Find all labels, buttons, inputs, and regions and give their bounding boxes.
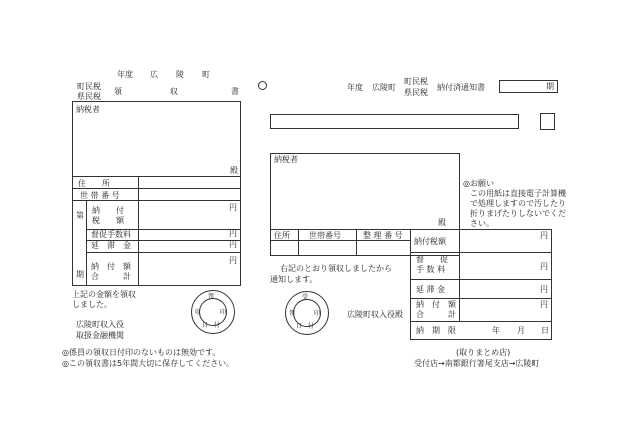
request-line-1: この用紙は直接電子計算機 bbox=[470, 189, 566, 198]
left-received-text-2: しました。 bbox=[72, 300, 112, 309]
right-dono: 殿 bbox=[438, 218, 446, 227]
ocr-line-box bbox=[270, 114, 519, 129]
receipt-date-stamp: 領 収 印 日 付 bbox=[191, 290, 235, 334]
left-entai-yen: 円 bbox=[229, 240, 237, 249]
left-tokusoku-yen: 円 bbox=[229, 229, 237, 238]
left-address-label: 住 所 bbox=[78, 179, 110, 188]
left-town-char-1: 広 bbox=[150, 70, 158, 79]
right-tokusoku-label-2: 手 数 料 bbox=[416, 265, 446, 274]
right-deadline-day: 日 bbox=[541, 326, 549, 335]
right-entai-yen: 円 bbox=[540, 285, 548, 294]
receipt-title-3: 書 bbox=[231, 87, 239, 96]
left-total-label-2: 合 計 bbox=[91, 272, 131, 281]
right-total-label-2: 合 計 bbox=[416, 310, 456, 319]
right-tax-type-1: 町民税 bbox=[404, 77, 428, 86]
left-town-char-3: 町 bbox=[202, 70, 210, 79]
left-tax-type-1: 町民税 bbox=[77, 82, 101, 91]
right-taxpayer-label: 納税者 bbox=[274, 155, 298, 164]
right-tax-type-2: 県民税 bbox=[404, 88, 428, 97]
left-taxpayer-label: 納税者 bbox=[76, 105, 100, 114]
left-tax-type-2: 県民税 bbox=[77, 92, 101, 101]
col-household: 世帯番号 bbox=[309, 231, 341, 240]
left-note-1: ◎係員の領収日付印のないものは無効です。 bbox=[62, 348, 221, 357]
left-ki-bottom: 期 bbox=[76, 270, 84, 279]
left-received-text-1: 上記の金額を領収 bbox=[72, 290, 136, 299]
left-office-line1: 広陵町収入役 bbox=[76, 320, 124, 329]
receipt-title-1: 領 bbox=[114, 87, 122, 96]
collect-route: 受付店→南都銀行箸尾支店→広陵町 bbox=[414, 359, 540, 368]
left-nofu-label-1: 納 付 bbox=[92, 206, 124, 215]
right-nofu-yen: 円 bbox=[540, 231, 548, 240]
receipt-title-2: 収 bbox=[170, 87, 178, 96]
left-total-yen: 円 bbox=[229, 256, 237, 265]
left-nofu-yen: 円 bbox=[229, 203, 237, 212]
left-total-label-1: 納 付 額 bbox=[91, 262, 131, 271]
right-office: 広陵町収入役殿 bbox=[347, 310, 403, 319]
request-line-4: さい。 bbox=[470, 219, 494, 228]
right-deadline-year: 年 bbox=[492, 326, 500, 335]
request-line-2: で処理しますので汚したり bbox=[470, 199, 566, 208]
left-office-line2: 取扱金融機関 bbox=[76, 331, 124, 340]
right-total-yen: 円 bbox=[540, 300, 548, 309]
right-nofu-label: 納付税額 bbox=[414, 237, 446, 246]
notice-title: 納付済通知書 bbox=[437, 83, 485, 92]
right-town: 広陵町 bbox=[372, 83, 396, 92]
ocr-check-box bbox=[540, 113, 555, 130]
right-deadline-label: 納 期 限 bbox=[416, 326, 456, 335]
right-ki-label: 期 bbox=[546, 82, 554, 91]
collect-title: (取りまとめ店) bbox=[456, 348, 511, 357]
request-line-3: 折りまげたりしないでくだ bbox=[470, 209, 566, 218]
left-year-label: 年度 bbox=[117, 70, 133, 79]
left-entai-label: 延 滞 金 bbox=[91, 241, 131, 250]
left-tokusoku-label: 督促手数料 bbox=[91, 230, 131, 239]
left-nofu-label-2: 税 額 bbox=[92, 216, 124, 225]
col-ref-number: 整 理 番 号 bbox=[363, 231, 403, 240]
left-ki-top: 第 bbox=[76, 211, 84, 220]
right-year-label: 年度 bbox=[347, 83, 363, 92]
right-received-text-1: 右記のとおり領収しましたから bbox=[280, 264, 392, 273]
notice-date-stamp: 受 領 印 日 付 bbox=[285, 291, 329, 335]
right-total-label-1: 納 付 額 bbox=[416, 300, 456, 309]
col-address: 住所 bbox=[274, 231, 290, 240]
right-deadline-month: 月 bbox=[517, 326, 525, 335]
left-note-2: ◎この領収書は5年間大切に保存してください。 bbox=[62, 359, 235, 368]
left-dono: 殿 bbox=[230, 166, 238, 175]
right-tokusoku-label-1: 督 促 bbox=[416, 255, 448, 264]
left-household-label: 世 帯 番 号 bbox=[80, 191, 120, 200]
right-entai-label: 延 滞 金 bbox=[416, 285, 446, 294]
left-town-char-2: 陵 bbox=[176, 70, 184, 79]
right-received-text-2: 通知します。 bbox=[270, 275, 318, 284]
right-tokusoku-yen: 円 bbox=[540, 262, 548, 271]
punch-hole-circle bbox=[258, 81, 267, 90]
request-title: ◎お願い bbox=[463, 179, 494, 188]
